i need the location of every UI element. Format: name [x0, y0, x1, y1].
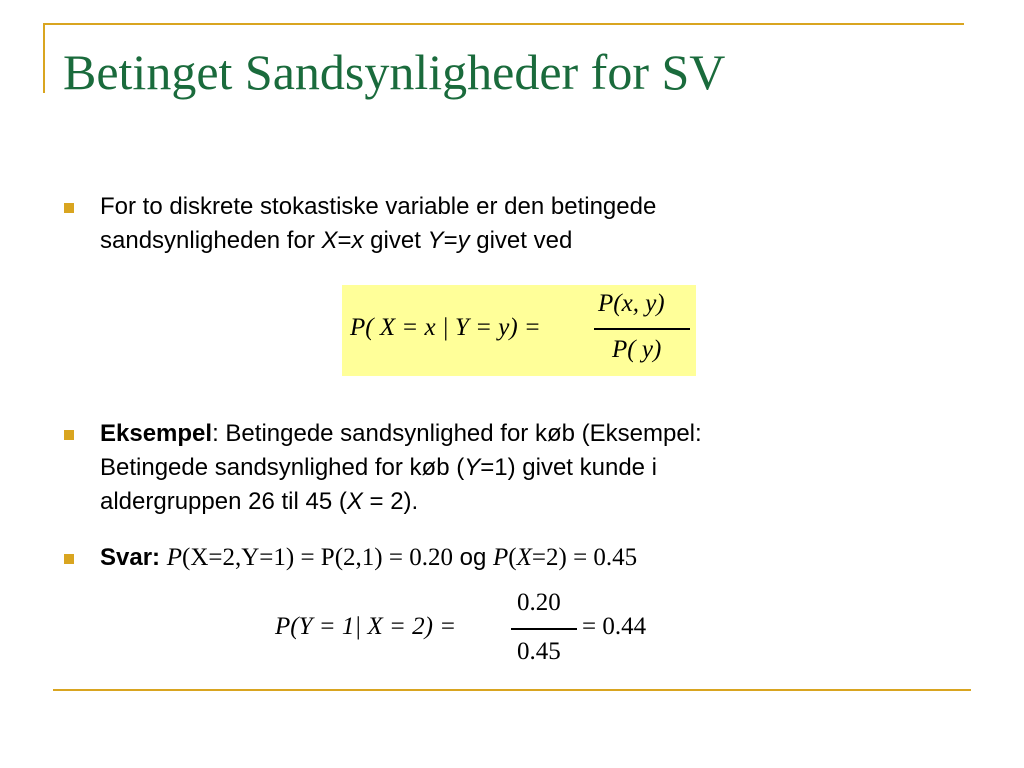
fraction-bar — [511, 628, 577, 630]
text-segment: sandsynligheden for — [100, 227, 322, 254]
conjunction-text: og — [452, 544, 493, 571]
formula-denominator: P( y) — [612, 336, 662, 363]
formula-numerator: P(x, y) — [598, 290, 665, 317]
text-segment: givet — [363, 227, 428, 254]
text-segment: aldergruppen 26 til 45 ( — [100, 488, 347, 515]
result-formula-denominator: 0.45 — [517, 638, 561, 665]
top-border-line — [43, 23, 964, 25]
bullet-3-text — [100, 541, 960, 575]
text-segment: Betingede sandsynlighed for køb ( — [100, 454, 465, 481]
bullet-2-line-3 — [100, 485, 960, 519]
slide-title: Betinget Sandsynligheder for SV — [63, 44, 726, 100]
bullet-1-line-2 — [100, 224, 960, 258]
text-segment: = 2). — [362, 488, 419, 515]
joint-probability-expression: (X=2,Y=1) = P(2,1) = 0.20 — [182, 544, 453, 571]
variable-x: X — [516, 544, 532, 571]
variable-x: X — [321, 227, 338, 254]
bullet-marker — [64, 203, 74, 213]
result-formula-numerator: 0.20 — [517, 589, 561, 616]
bullet-1-text — [100, 190, 960, 258]
conditional-probability-formula — [342, 285, 696, 376]
variable-y: Y — [464, 454, 481, 481]
fraction-bar — [594, 328, 690, 330]
variable-x: X — [346, 488, 363, 515]
value-x: x — [351, 227, 364, 254]
variable-y: Y — [427, 227, 444, 254]
equals-sign: = — [337, 227, 352, 254]
result-formula-rhs: = 0.44 — [582, 613, 647, 640]
bullet-marker — [64, 430, 74, 440]
text-segment: givet ved — [469, 227, 573, 254]
bullet-2-line-2 — [100, 451, 960, 485]
bullet-2-text — [100, 417, 960, 519]
bullet-3-line-1 — [100, 541, 960, 575]
bullet-marker — [64, 554, 74, 564]
text-segment: : Betingede sandsynlighed for køb (Eksempel: — [212, 420, 702, 447]
probability-symbol: P — [493, 544, 509, 571]
marginal-probability-expression: =2) = 0.45 — [531, 544, 638, 571]
bullet-2-line-1 — [100, 417, 960, 451]
formula-lhs: P( X = x | Y = y) = — [350, 314, 541, 341]
result-formula-lhs: P(Y = 1| X = 2) = — [275, 613, 457, 640]
answer-label: Svar: — [100, 544, 161, 571]
bullet-1-line-1: For to diskrete stokastiske variable er den betingede — [100, 193, 657, 220]
footer-divider-line — [53, 689, 971, 691]
open-paren: ( — [508, 544, 517, 571]
text-segment: =1) givet kunde i — [480, 454, 658, 481]
left-border-line — [43, 23, 45, 93]
value-y: y — [457, 227, 470, 254]
probability-symbol: P — [166, 544, 182, 571]
equals-sign: = — [443, 227, 458, 254]
example-label: Eksempel — [100, 420, 213, 447]
